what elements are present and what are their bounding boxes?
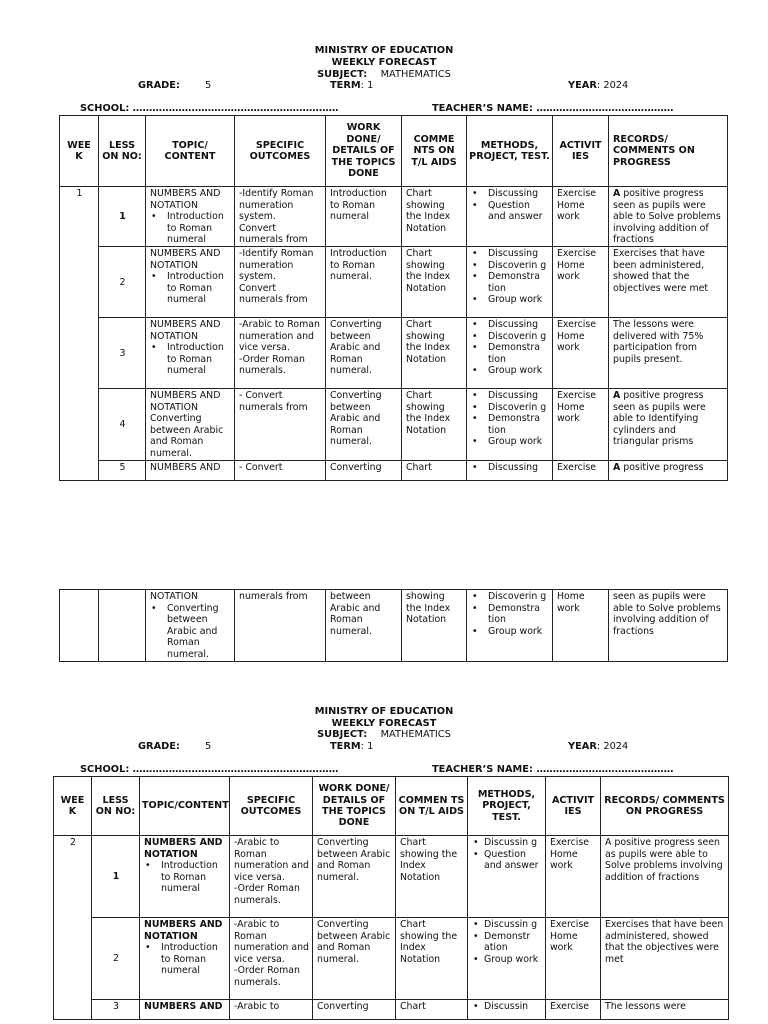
year-line-2: [568, 741, 628, 753]
method-item: • Discussin g: [472, 837, 542, 849]
term-line-2: [330, 741, 373, 753]
method-item: • Demonstra tion: [471, 342, 549, 365]
table-row: [60, 590, 728, 662]
comments-cell: Chart showing the Index Notation: [396, 918, 468, 1000]
topic-bullet: • Introduction to Roman numeral: [150, 271, 231, 306]
method-item: • Question and answer: [472, 849, 542, 872]
term-label: TERM: [330, 741, 361, 752]
method-item: • Discoverin g: [471, 260, 549, 272]
week-cell-empty: [60, 590, 99, 662]
methods-cell: [467, 388, 553, 460]
topic-cell: NUMBERS AND: [140, 1000, 230, 1020]
method-item: • Discussin: [472, 1001, 542, 1013]
week-number: 2: [54, 836, 92, 1020]
comments-cell: Chart showing the Index Notation: [402, 388, 467, 460]
outcome-line: Convert numerals from: [239, 222, 308, 246]
records-lead: A: [613, 461, 621, 473]
teacher-field-2: TEACHER’S NAME: ……………………………………: [432, 764, 674, 775]
table-row: [54, 1000, 729, 1020]
topic-cell: [146, 388, 235, 460]
school-field-2: SCHOOL: ………………………………………………………: [80, 764, 339, 775]
header-records: RECORDS/ COMMENTS ON PROGRESS: [601, 777, 729, 836]
records-text: positive progress seen as pupils were able to Solve problems involving addition of fractions: [613, 188, 721, 246]
method-item: • Group work: [471, 294, 549, 306]
header-lesson: LESS ON NO:: [92, 777, 140, 836]
topic-bullet: • Introduction to Roman numeral: [150, 342, 231, 377]
records-cell: [609, 317, 728, 388]
activity-item: Exercise: [557, 188, 597, 199]
topic-cell: [146, 317, 235, 388]
lesson-number: 4: [99, 388, 146, 460]
outcomes-cell: - Convert: [235, 460, 326, 480]
table-row: [60, 187, 728, 247]
method-item: • Demonstra tion: [471, 271, 549, 294]
methods-cell: [467, 460, 553, 480]
subject-line-2: [0, 729, 768, 741]
term-value: : 1: [360, 80, 374, 91]
header-week: WEE K: [54, 777, 92, 836]
outcomes-cell: [235, 187, 326, 247]
lesson-cell-empty: [99, 590, 146, 662]
header-outcomes: SPECIFIC OUTCOMES: [235, 116, 326, 187]
activities-cell: [553, 187, 609, 247]
grade-value: 5: [205, 80, 212, 91]
method-item: • Discoverin g: [471, 402, 549, 414]
header-records: RECORDS/ COMMENTS ON PROGRESS: [609, 116, 728, 187]
outcome-line: -Order Roman numerals.: [234, 883, 300, 906]
grade-line-2: [138, 741, 211, 753]
year-value: : 2024: [596, 80, 629, 91]
work-cell: Converting between Arabic and Roman numeral.: [326, 317, 402, 388]
work-cell: Introduction to Roman numeral: [326, 187, 402, 247]
activities-cell: [553, 317, 609, 388]
methods-cell: [467, 246, 553, 317]
activity-item: Home work: [557, 330, 585, 354]
method-item: • Discoverin g: [471, 591, 549, 603]
work-cell: Converting between Arabic and Roman numeral.: [326, 388, 402, 460]
methods-cell: [468, 836, 546, 918]
lesson-number: 2: [99, 246, 146, 317]
comments-cell: Chart showing the Index Notation: [396, 836, 468, 918]
term-value: : 1: [360, 741, 374, 752]
method-item: • Discoverin g: [471, 331, 549, 343]
lesson-number: 5: [99, 460, 146, 480]
header-topic: TOPIC/CONTENT: [140, 777, 230, 836]
term-line: [330, 80, 373, 92]
year-label: YEAR: [568, 80, 597, 91]
topic-text: NUMBERS AND NOTATION: [150, 188, 221, 211]
method-item: • Demonstra tion: [471, 603, 549, 626]
outcome-line: -Order Roman numerals.: [234, 965, 300, 988]
topic-text: NUMBERS AND NOTATION Converting between Arabic and Roman numeral.: [150, 389, 224, 459]
activities-cell: [546, 918, 601, 1000]
header-topic: TOPIC/ CONTENT: [146, 116, 235, 187]
table-header-row: [60, 116, 728, 187]
topic-text: NOTATION: [150, 591, 198, 602]
table-header-row: [54, 777, 729, 836]
table-row: [60, 388, 728, 460]
topic-text: NUMBERS AND NOTATION: [150, 247, 221, 271]
method-item: • Discussing: [471, 462, 549, 474]
records-cell: Exercises that have been administered, showed that the objectives were met: [601, 918, 729, 1000]
subject-label: SUBJECT:: [317, 729, 368, 740]
outcome-line: Convert numerals from: [239, 282, 308, 306]
activity-item: Home work: [557, 401, 585, 425]
school-field: SCHOOL: ………………………………………………………: [80, 103, 339, 114]
header-methods: METHODS, PROJECT, TEST.: [467, 116, 553, 187]
work-cell: Converting between Arabic and Roman numeral.: [313, 836, 396, 918]
table-row: [54, 836, 729, 918]
subject-line: [0, 69, 768, 81]
ministry-title-2: MINISTRY OF EDUCATION: [314, 706, 454, 717]
records-cell: seen as pupils were able to Solve problems involving addition of fractions: [609, 590, 728, 662]
outcomes-cell: [235, 246, 326, 317]
method-item: • Group work: [472, 954, 542, 966]
comments-cell: Chart: [402, 460, 467, 480]
activities-cell: [553, 388, 609, 460]
header-comments: COMME NTS ON T/L AIDS: [402, 116, 467, 187]
lesson-number: 1: [99, 187, 146, 247]
week-number: 1: [60, 187, 99, 481]
table-row: [54, 918, 729, 1000]
header-activities: ACTIVIT IES: [546, 777, 601, 836]
subject-label: SUBJECT:: [317, 69, 368, 80]
topic-cell: [140, 836, 230, 918]
outcomes-cell: [235, 388, 326, 460]
term-label: TERM: [330, 80, 361, 91]
method-item: • Question and answer: [471, 200, 549, 223]
activity-item: Home work: [550, 930, 578, 954]
comments-cell: Chart showing the Index Notation: [402, 317, 467, 388]
topic-bullet: • Introduction to Roman numeral: [150, 211, 231, 246]
records-text: positive progress: [620, 461, 704, 473]
activities-cell: Exercise: [546, 1000, 601, 1020]
year-label: YEAR: [568, 741, 597, 752]
topic-cell: [140, 918, 230, 1000]
ministry-title: MINISTRY OF EDUCATION: [314, 45, 454, 56]
work-cell: Introduction to Roman numeral.: [326, 246, 402, 317]
records-cell: [609, 388, 728, 460]
method-item: • Discussing: [471, 319, 549, 331]
work-cell: Converting between Arabic and Roman numeral.: [313, 918, 396, 1000]
topic-cell: [146, 590, 235, 662]
activity-item: Home work: [557, 259, 585, 283]
topic-text: NUMBERS AND NOTATION: [144, 919, 223, 942]
activity-item: Exercise: [550, 837, 590, 848]
records-cell: [609, 246, 728, 317]
outcome-line: -Arabic to Roman numeration and vice versa.: [239, 318, 320, 354]
records-lead: A: [613, 389, 621, 401]
outcome-line: -Order Roman numerals.: [239, 353, 305, 377]
topic-cell: [146, 187, 235, 247]
table-row: [60, 246, 728, 317]
methods-cell: [468, 1000, 546, 1020]
records-lead: A: [613, 188, 621, 199]
grade-label: GRADE:: [138, 80, 180, 91]
activity-item: Exercise: [557, 247, 597, 259]
lesson-number: 1: [92, 836, 140, 918]
work-cell: Converting: [313, 1000, 396, 1020]
year-line: [568, 80, 628, 92]
grade-value: 5: [205, 741, 212, 752]
methods-cell: [467, 590, 553, 662]
comments-cell: showing the Index Notation: [402, 590, 467, 662]
outcome-line: -Arabic to Roman numeration and vice versa.: [234, 919, 309, 965]
records-cell: [609, 460, 728, 480]
activity-item: Exercise: [557, 389, 597, 401]
header-outcomes: SPECIFIC OUTCOMES: [230, 777, 313, 836]
outcomes-cell: numerals from: [235, 590, 326, 662]
outcome-line: - Convert numerals from: [239, 389, 308, 413]
method-item: • Demonstra tion: [471, 413, 549, 436]
header-work-done: WORK DONE/ DETAILS OF THE TOPICS DONE: [326, 116, 402, 187]
year-value: : 2024: [596, 741, 629, 752]
method-item: • Demonstr ation: [472, 931, 542, 954]
methods-cell: [468, 918, 546, 1000]
forecast-title-2: WEEKLY FORECAST: [331, 718, 437, 729]
topic-cell: NUMBERS AND: [146, 460, 235, 480]
lesson-number: 3: [99, 317, 146, 388]
topic-bullet: • Converting between Arabic and Roman numeral.: [150, 603, 231, 661]
activities-cell: Home work: [553, 590, 609, 662]
outcome-line: -Identify Roman numeration system.: [239, 247, 314, 283]
outcome-line: -Identify Roman numeration system.: [239, 188, 314, 223]
comments-cell: Chart: [396, 1000, 468, 1020]
topic-text: NUMBERS AND NOTATION: [150, 318, 221, 342]
topic-cell: [146, 246, 235, 317]
outcome-line: -Arabic to Roman numeration and vice versa.: [234, 837, 309, 883]
grade-label: GRADE:: [138, 741, 180, 752]
table-row: [60, 317, 728, 388]
forecast-table-week-2: [53, 776, 729, 1020]
method-item: • Discussing: [471, 390, 549, 402]
header-lesson: LESS ON NO:: [99, 116, 146, 187]
subject-value: MATHEMATICS: [380, 729, 451, 740]
topic-bullet: • Introduction to Roman numeral: [144, 942, 226, 977]
header-methods: METHODS, PROJECT, TEST.: [468, 777, 546, 836]
method-item: • Group work: [471, 436, 549, 448]
records-cell: The lessons were: [601, 1000, 729, 1020]
records-cell: [609, 187, 728, 247]
methods-cell: [467, 187, 553, 247]
records-text: positive progress seen as pupils were able to Identifying cylinders and triangular prisms: [613, 389, 706, 448]
activities-cell: [553, 246, 609, 317]
records-cell: A positive progress seen as pupils were able to Solve problems involving addition of fractions: [601, 836, 729, 918]
grade-line: [138, 80, 211, 92]
methods-cell: [467, 317, 553, 388]
comments-cell: Chart showing the Index Notation: [402, 187, 467, 247]
teacher-field: TEACHER’S NAME: ……………………………………: [432, 103, 674, 114]
method-item: • Discussing: [471, 248, 549, 260]
lesson-number: 2: [92, 918, 140, 1000]
activity-item: Exercise: [550, 919, 590, 930]
table-row: [60, 460, 728, 480]
activity-item: Exercise: [557, 318, 597, 330]
forecast-table-week-1: [59, 115, 728, 481]
topic-bullet: • Introduction to Roman numeral: [144, 860, 226, 895]
activity-item: Home work: [550, 848, 578, 872]
records-text: Exercises that have been administered, showed that the objectives were met: [613, 247, 709, 294]
activities-cell: Exercise: [553, 460, 609, 480]
comments-cell: Chart showing the Index Notation: [402, 246, 467, 317]
header-comments: COMMEN TS ON T/L AIDS: [396, 777, 468, 836]
records-text: The lessons were delivered with 75% participation from pupils present.: [613, 318, 704, 365]
work-cell: Converting: [326, 460, 402, 480]
forecast-title: WEEKLY FORECAST: [331, 57, 437, 68]
method-item: • Discussin g: [472, 919, 542, 931]
work-cell: between Arabic and Roman numeral.: [326, 590, 402, 662]
outcomes-cell: -Arabic to: [230, 1000, 313, 1020]
outcomes-cell: [235, 317, 326, 388]
topic-text: NUMBERS AND NOTATION: [144, 837, 223, 860]
continuation-table: [59, 589, 728, 662]
header-work-done: WORK DONE/ DETAILS OF THE TOPICS DONE: [313, 777, 396, 836]
subject-value: MATHEMATICS: [380, 69, 451, 80]
lesson-number: 3: [92, 1000, 140, 1020]
outcomes-cell: [230, 918, 313, 1000]
header-week: WEE K: [60, 116, 99, 187]
method-item: • Group work: [471, 626, 549, 638]
activities-cell: [546, 836, 601, 918]
method-item: • Group work: [471, 365, 549, 377]
outcomes-cell: [230, 836, 313, 918]
activity-item: Home work: [557, 199, 585, 223]
header-activities: ACTIVIT IES: [553, 116, 609, 187]
method-item: • Discussing: [471, 188, 549, 200]
